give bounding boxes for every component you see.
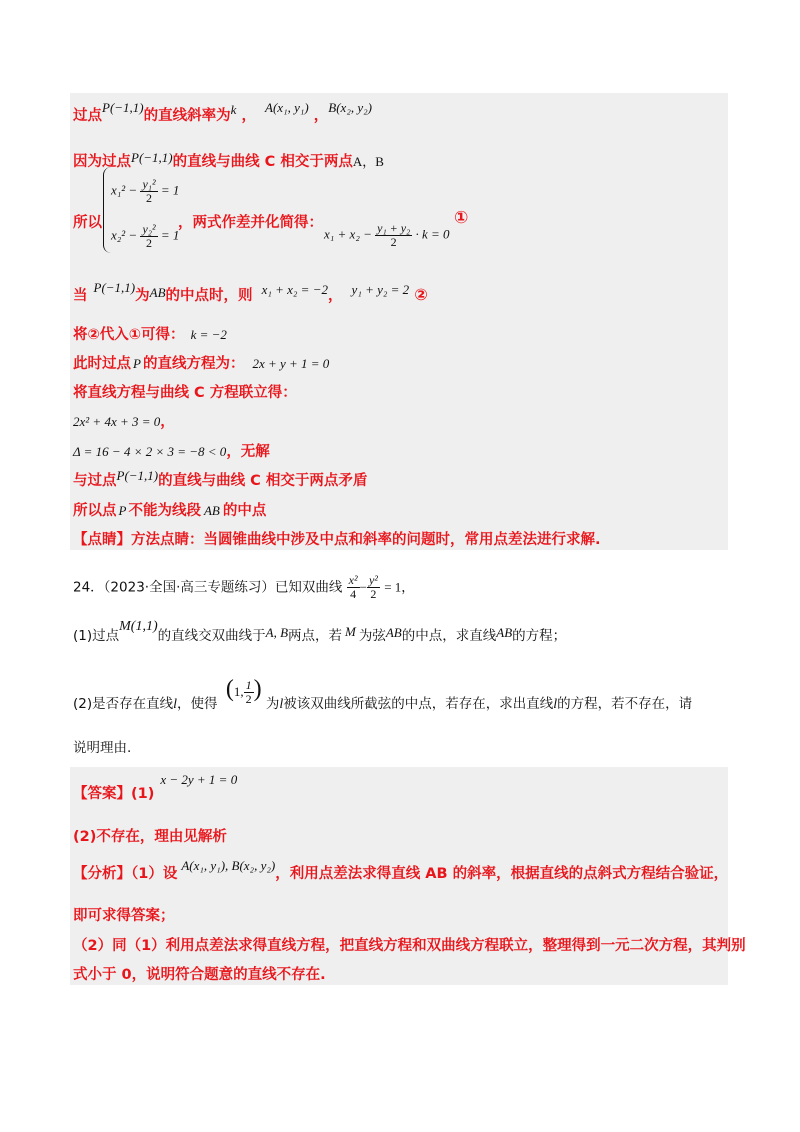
- analysis-line-2: 即可求得答案；: [73, 908, 175, 924]
- conclusion-line: 所以点 P 不能为线段 AB 的中点: [73, 503, 267, 519]
- system-text: ，两式作差并化简得：: [178, 215, 323, 231]
- analysis-line-1: 【分析】（1）设A(x₁, y₁), B(x₂, y₂)，利用点差法求得直线 AB 的斜率，根据直线的点斜式方程结合验证，: [73, 858, 729, 882]
- quadratic-line: 2x² + 4x + 3 = 0，: [73, 414, 175, 430]
- analysis-line-3: （2）同（1）利用点差法求得直线方程，把直线方程和双曲线方程联立，整理得到一元二次方程，其判别: [73, 938, 746, 954]
- question-2-cont: 说明理由.: [73, 740, 132, 756]
- problem-header: 24．（2023·全国·高三专题练习）已知双曲线 $\frac{\text{x²}}{4}$ − $\frac{\text{y²}}{2}$ = 1，: [73, 573, 415, 601]
- combine-line: 将直线方程与曲线 C 方程联立得：: [73, 385, 297, 401]
- solution-line-1: 过点P(−1,1)的直线斜率为k ， A(x₁, y₁) ，B(x₂, y₂): [73, 100, 372, 124]
- question-2: (2)是否存在直线l，使得 (1, $\frac{1}{2}$ ) 为l被该双曲线所截弦的中点，若存在，求出直线l的方程，若不存在，请: [73, 676, 693, 712]
- discriminant-line: Δ = 16 − 4 × 2 × 3 = −8 < 0，无解: [73, 444, 270, 460]
- answer-line-1: 【答案】(1)x − 2y + 1 = 0: [73, 772, 238, 802]
- substitute-line: 将②代入①可得： k = −2: [73, 327, 227, 343]
- system-prefix: 所以: [73, 215, 102, 231]
- tip-line: 【点睛】方法点睛：当圆锥曲线中涉及中点和斜率的问题时，常用点差法进行求解.: [73, 532, 601, 548]
- answer-line-2: (2)不存在，理由见解析: [73, 829, 227, 845]
- system-eq-1: x₁² − $\frac{\text{y₁²}}{2}$ = 1: [111, 177, 180, 205]
- line-equation: 此时过点 P 的直线方程为： 2x + y + 1 = 0: [73, 356, 330, 372]
- circle-1: ①: [454, 208, 469, 228]
- analysis-line-4: 式小于 0，说明符合题意的直线不存在.: [73, 967, 326, 983]
- contradiction-line: 与过点P(−1,1)的直线与曲线 C 相交于两点矛盾: [73, 468, 368, 489]
- question-1: (1)过点M(1,1)的直线交双曲线于A, B两点，若 M 为弦AB的中点，求直线AB的方程；: [73, 619, 567, 644]
- diff-equation: x₁ + x₂ − $\frac{\text{y₁ + y₂}}{2}$ · k = 0: [324, 221, 450, 249]
- midpoint-line: 当P(−1,1)为AB的中点时，则 x₁ + x₂ = −2， y₁ + y₂ = 2 ②: [73, 280, 428, 304]
- solution-line-2: 因为过点P(−1,1)的直线与曲线 C 相交于两点A，B: [73, 150, 384, 170]
- system-eq-2: x₂² − $\frac{\text{y₂²}}{2}$ = 1: [111, 222, 180, 250]
